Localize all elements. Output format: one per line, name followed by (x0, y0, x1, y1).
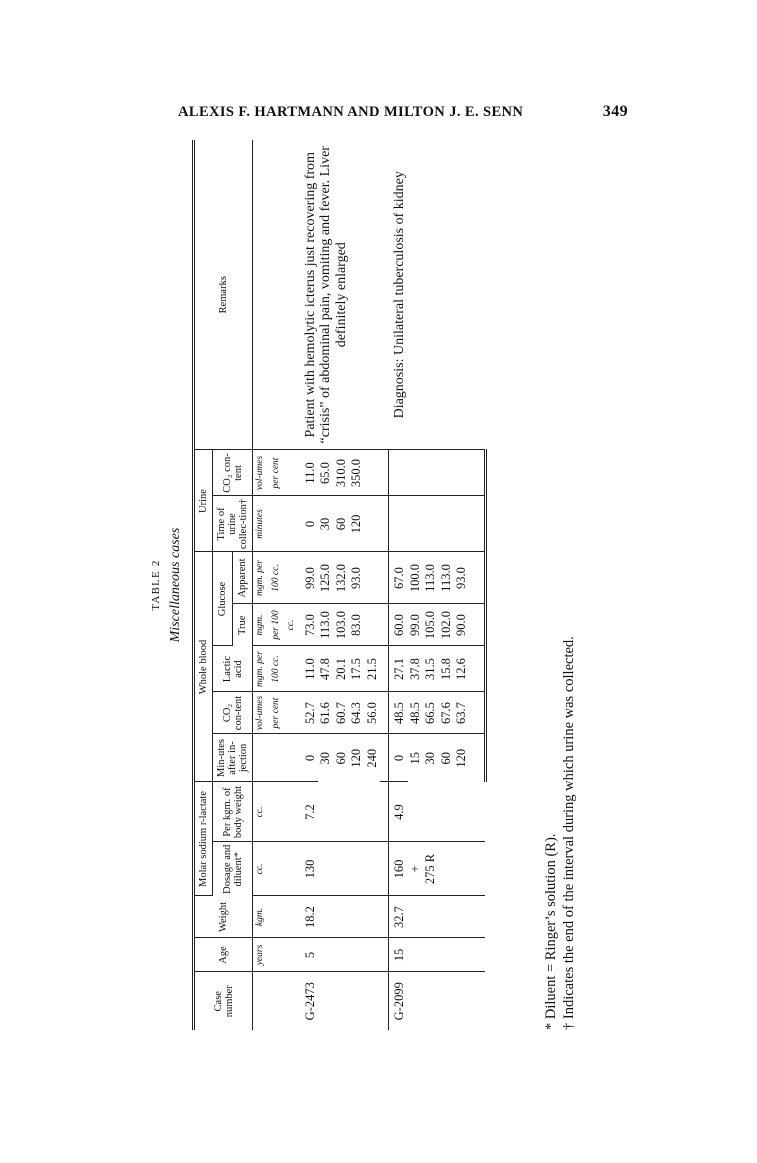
case-remarks: Diagnosis: Unilateral tuberculosis of kidney (389, 140, 486, 450)
footnote-urine-interval: † Indicates the end of the interval during which urine was collected. (561, 636, 577, 1030)
cell-co2: 56.0 (365, 692, 381, 734)
unit-lactic: mgm. per 100 cc. (253, 646, 300, 692)
cell-time-urine (454, 496, 470, 552)
cell-urine-co2 (439, 450, 455, 496)
cell-time-urine (423, 496, 439, 552)
table-row (300, 140, 319, 1030)
header-age: Age (194, 938, 253, 972)
cell-co2: 66.5 (423, 692, 439, 734)
cell-minutes: 30 (423, 752, 437, 765)
cell-co2: 52.7 (300, 692, 319, 734)
cell-time-urine: 60 (334, 496, 350, 552)
unit-weight: kgm. (253, 896, 300, 938)
case-age: 5 (300, 938, 381, 972)
cell-co2: 67.6 (439, 692, 455, 734)
unit-dosage: cc. (253, 842, 300, 896)
running-head-authors: ALEXIS F. HARTMANN AND MILTON J. E. SENN (178, 104, 524, 120)
cell-urine-co2 (408, 450, 424, 496)
cell-urine-co2 (365, 450, 381, 496)
header-glucose-apparent: Apparent (233, 552, 253, 604)
header-glucose-true: True (233, 604, 253, 646)
case-dosage: 130 (300, 842, 381, 896)
cell-co2: 63.7 (454, 692, 470, 734)
case-weight: 32.7 (389, 896, 486, 938)
cell-glucose-true: 90.0 (454, 604, 470, 646)
cell-glucose-apparent: 93.0 (454, 552, 470, 604)
footnotes (542, 636, 578, 1030)
cell-urine-co2: 350.0 (349, 450, 365, 496)
case-number: G-2099 (392, 982, 406, 1021)
cell-glucose-true: 102.0 (439, 604, 455, 646)
cell-glucose-true: 103.0 (334, 604, 350, 646)
cell-urine-co2: 11.0 (300, 450, 319, 496)
header-whole-blood: Whole blood (194, 552, 213, 782)
cell-glucose-apparent (365, 552, 381, 604)
cell-minutes: 60 (438, 752, 453, 765)
cell-glucose-apparent: 100.0 (408, 552, 424, 604)
case-per-kgm: 7.2 (300, 782, 381, 842)
cell-glucose-true: 83.0 (349, 604, 365, 646)
cell-minutes: 15 (407, 752, 422, 765)
data-table (192, 140, 487, 1030)
header-weight: Weight (194, 896, 253, 938)
unit-time-urine: minutes (253, 496, 300, 552)
cell-co2: 64.3 (349, 692, 365, 734)
case-age: 15 (389, 938, 486, 972)
cell-glucose-apparent: 93.0 (349, 552, 365, 604)
cell-minutes: 120 (349, 748, 363, 768)
cell-glucose-apparent: 132.0 (334, 552, 350, 604)
cell-time-urine (439, 496, 455, 552)
unit-urine-co2: vol-umes per cent (253, 450, 300, 496)
unit-glucose-apparent: mgm. per 100 cc. (253, 552, 300, 604)
cell-time-urine: 30 (318, 496, 334, 552)
cell-lactic: 17.5 (349, 646, 365, 692)
cell-urine-co2: 65.0 (318, 450, 334, 496)
cell-lactic: 21.5 (365, 646, 381, 692)
case-remarks: Patient with hemolytic icterus just recovering from “crisis” of abdominal pain, vomiting and fever. Liver definitely enlarged (300, 140, 389, 450)
cell-urine-co2 (423, 450, 439, 496)
page-number: 349 (602, 103, 628, 120)
header-per-kgm: Per kgm. of body weight (213, 782, 253, 842)
cell-glucose-true: 113.0 (318, 604, 334, 646)
cell-glucose-apparent: 99.0 (300, 552, 319, 604)
cell-time-urine (408, 496, 424, 552)
cell-co2: 48.5 (389, 692, 408, 734)
cell-glucose-true: 105.0 (423, 604, 439, 646)
header-urine: Urine (194, 450, 213, 552)
cell-glucose-apparent: 125.0 (318, 552, 334, 604)
cell-minutes: 0 (300, 734, 319, 782)
header-urine-co2: CO₂ con-tent (213, 450, 253, 496)
footnote-diluent: * Diluent = Ringer’s solution (R). (543, 833, 559, 1030)
unit-co2: vol-umes per cent (253, 692, 300, 734)
cell-urine-co2: 310.0 (334, 450, 350, 496)
cell-lactic: 15.8 (439, 646, 455, 692)
header-dosage: Dosage and diluent* (213, 842, 253, 896)
cell-time-urine: 0 (300, 496, 319, 552)
case-number: G-2473 (302, 982, 317, 1021)
cell-urine-co2 (389, 450, 408, 496)
cell-glucose-true: 73.0 (300, 604, 319, 646)
cell-lactic: 27.1 (389, 646, 408, 692)
table-label: TABLE 2 (150, 559, 162, 611)
table-row (389, 140, 408, 1030)
header-molar-sodium-lactate: Molar sodium r-lactate (194, 782, 213, 896)
unit-glucose-true: mgm. per 100 cc. (253, 604, 300, 646)
header-case-number: Case number (194, 972, 253, 1030)
case-dosage: 160 + 275 R (389, 842, 486, 896)
cell-minutes: 60 (333, 752, 348, 765)
cell-time-urine (389, 496, 408, 552)
cell-glucose-apparent: 113.0 (423, 552, 439, 604)
cell-lactic: 20.1 (334, 646, 350, 692)
case-per-kgm: 4.9 (389, 782, 486, 842)
header-remarks: Remarks (194, 140, 253, 450)
cell-time-urine (365, 496, 381, 552)
cell-minutes: 30 (318, 752, 332, 765)
cell-time-urine: 120 (349, 496, 365, 552)
cell-glucose-true: 60.0 (389, 604, 408, 646)
cell-glucose-apparent: 67.0 (389, 552, 408, 604)
header-minutes: Min-utes after in-jection (213, 734, 253, 782)
cell-co2: 61.6 (318, 692, 334, 734)
cell-lactic: 12.6 (454, 646, 470, 692)
cell-co2: 60.7 (334, 692, 350, 734)
case-weight: 18.2 (300, 896, 381, 938)
cell-minutes: 240 (364, 748, 379, 768)
unit-per-kgm: cc. (253, 782, 300, 842)
cell-urine-co2 (454, 450, 470, 496)
cell-lactic: 31.5 (423, 646, 439, 692)
header-time-urine: Time of urine collec-tion† (213, 496, 253, 552)
cell-glucose-true: 99.0 (408, 604, 424, 646)
cell-glucose-true (365, 604, 381, 646)
cell-glucose-apparent: 113.0 (439, 552, 455, 604)
header-co2: CO₂ con-tent (213, 692, 253, 734)
header-lactic: Lactic acid (213, 646, 253, 692)
cell-minutes: 120 (454, 748, 468, 768)
cell-lactic: 47.8 (318, 646, 334, 692)
cell-co2: 48.5 (408, 692, 424, 734)
cell-minutes: 0 (389, 734, 408, 782)
unit-age: years (253, 938, 300, 972)
header-glucose: Glucose (213, 552, 233, 646)
table-title: Miscellaneous cases (168, 527, 183, 643)
rotated-table-block (150, 140, 590, 1030)
cell-lactic: 11.0 (300, 646, 319, 692)
units-row (253, 140, 300, 1030)
cell-lactic: 37.8 (408, 646, 424, 692)
